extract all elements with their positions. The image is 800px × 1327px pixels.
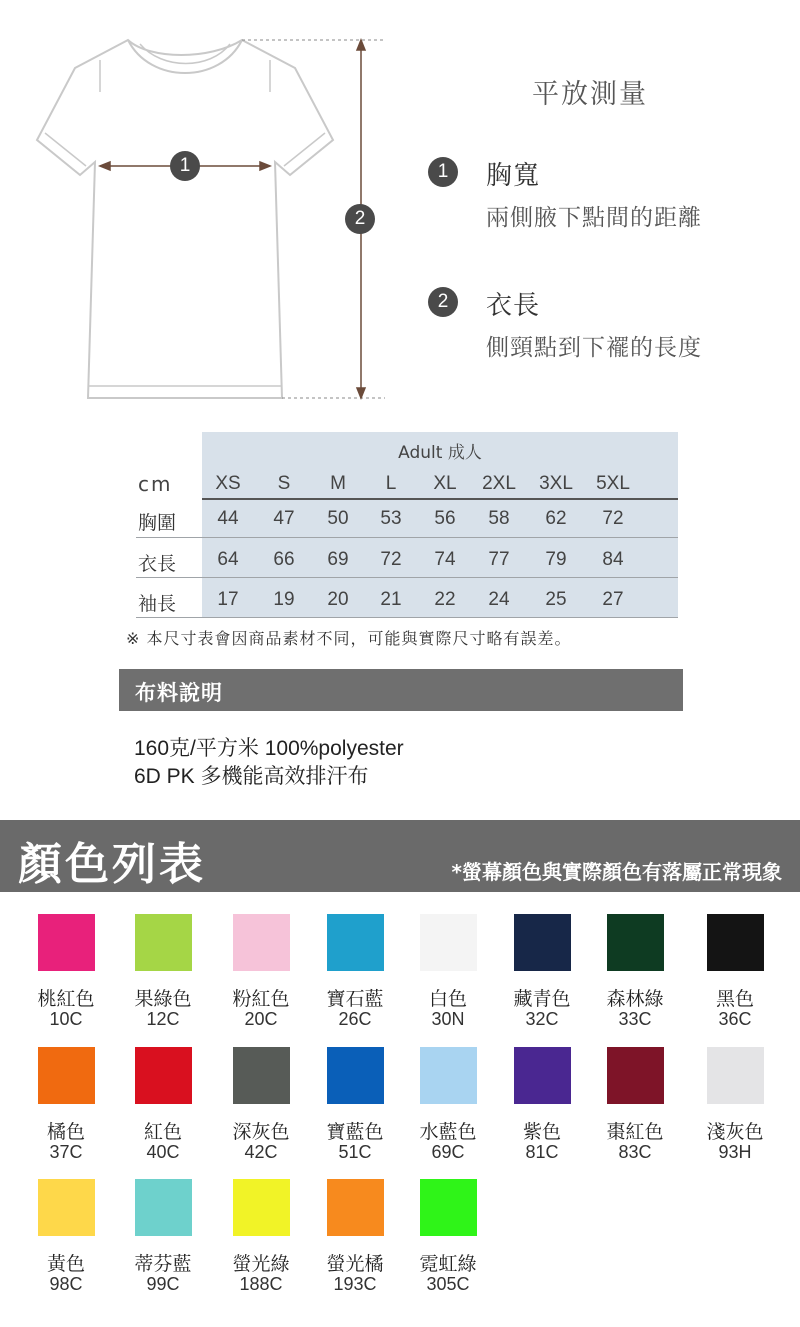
- color-name: 霓虹綠: [419, 1253, 477, 1275]
- color-swatch: [38, 914, 95, 971]
- color-code: 40C: [146, 1142, 180, 1162]
- size-value-cell: 72: [380, 549, 402, 570]
- size-value-cell: 72: [602, 508, 624, 529]
- header-divider: [202, 498, 678, 500]
- size-value-cell: 27: [602, 589, 624, 610]
- color-name: 水藍色: [419, 1121, 477, 1143]
- fabric-title: 布料說明: [135, 681, 223, 705]
- color-name: 桃紅色: [37, 988, 95, 1010]
- size-value-cell: 22: [434, 589, 456, 610]
- color-name: 棗紅色: [606, 1121, 664, 1143]
- color-swatch: [233, 914, 290, 971]
- size-header-cell: 5XL: [596, 473, 630, 494]
- color-swatch: [514, 1047, 571, 1104]
- size-table: [116, 432, 678, 618]
- color-name: 果綠色: [134, 988, 192, 1010]
- size-unit: cm: [138, 472, 173, 496]
- color-list-note: *螢幕顏色與實際顏色有落屬正常現象: [451, 860, 782, 884]
- tshirt-outline: [37, 40, 333, 398]
- color-code: 81C: [525, 1142, 559, 1162]
- color-swatch: [707, 1047, 764, 1104]
- color-name: 紅色: [143, 1121, 182, 1143]
- tshirt-collar: [128, 40, 242, 73]
- size-value-cell: 77: [488, 549, 510, 570]
- size-header-cell: M: [330, 473, 346, 494]
- measure-title-length: 衣長: [486, 291, 541, 321]
- color-swatch: [420, 1047, 477, 1104]
- fabric-line-1: 160克/平方米 100%polyester: [134, 737, 404, 760]
- color-swatch: [233, 1047, 290, 1104]
- color-code: 37C: [49, 1142, 83, 1162]
- color-code: 51C: [338, 1142, 372, 1162]
- color-swatch: [135, 914, 192, 971]
- color-swatch: [607, 914, 664, 971]
- color-name: 蒂芬藍: [134, 1253, 192, 1275]
- size-value-cell: 19: [273, 589, 295, 610]
- size-value-cell: 64: [217, 549, 239, 570]
- color-code: 99C: [146, 1274, 180, 1294]
- color-name: 藏青色: [513, 988, 571, 1010]
- color-name: 寶石藍: [326, 988, 384, 1010]
- color-name: 橘色: [46, 1121, 85, 1143]
- size-value-cell: 69: [327, 549, 349, 570]
- color-name: 黑色: [715, 988, 754, 1010]
- measure-desc-chest: 兩側腋下點間的距離: [486, 205, 702, 231]
- size-header-cell: 3XL: [539, 473, 573, 494]
- size-row-label: 袖長: [138, 593, 177, 615]
- measure-badge-1: 1: [428, 157, 458, 187]
- size-value-cell: 66: [273, 549, 295, 570]
- color-code: 305C: [426, 1274, 470, 1294]
- diagram-badge-chest: 1: [170, 151, 200, 181]
- color-swatch: [607, 1047, 664, 1104]
- color-name: 黃色: [46, 1253, 85, 1275]
- color-swatch: [420, 1179, 477, 1236]
- color-name: 粉紅色: [232, 988, 290, 1010]
- color-list-title: 顏色列表: [18, 839, 206, 890]
- color-code: 188C: [239, 1274, 283, 1294]
- color-swatch: [514, 914, 571, 971]
- size-header-cell: S: [277, 473, 291, 494]
- color-code: 30N: [431, 1009, 465, 1029]
- color-code: 26C: [338, 1009, 372, 1029]
- color-swatch: [38, 1047, 95, 1104]
- fabric-line-2: 6D PK 多機能高效排汗布: [134, 765, 369, 788]
- row-divider: [136, 577, 678, 578]
- color-name: 森林綠: [606, 988, 664, 1010]
- color-swatch: [707, 914, 764, 971]
- size-value-cell: 47: [273, 508, 295, 529]
- size-header-cell: 2XL: [482, 473, 516, 494]
- size-value-cell: 62: [545, 508, 567, 529]
- size-header-cell: L: [385, 473, 397, 494]
- color-name: 紫色: [522, 1121, 561, 1143]
- fabric-header: [119, 669, 683, 711]
- color-code: 83C: [618, 1142, 652, 1162]
- color-swatch: [327, 1047, 384, 1104]
- size-header-cell: XS: [215, 473, 241, 494]
- row-divider: [136, 537, 678, 538]
- size-row-label: 胸圍: [138, 512, 177, 534]
- size-value-cell: 17: [217, 589, 239, 610]
- color-name: 深灰色: [232, 1121, 290, 1143]
- size-value-cell: 58: [488, 508, 510, 529]
- size-note: ※ 本尺寸表會因商品素材不同，可能與實際尺寸略有誤差。: [126, 629, 572, 648]
- color-code: 193C: [333, 1274, 377, 1294]
- diagram-badge-length: 2: [345, 204, 375, 234]
- color-code: 20C: [244, 1009, 278, 1029]
- color-swatch: [233, 1179, 290, 1236]
- color-swatch: [327, 914, 384, 971]
- size-group-label: Adult 成人: [398, 443, 482, 463]
- color-swatch: [327, 1179, 384, 1236]
- size-value-cell: 74: [434, 549, 456, 570]
- size-value-cell: 50: [327, 508, 349, 529]
- size-value-cell: 25: [545, 589, 567, 610]
- color-list-header: [0, 820, 800, 892]
- measure-badge-2: 2: [428, 287, 458, 317]
- color-code: 69C: [431, 1142, 465, 1162]
- size-row-label: 衣長: [138, 553, 177, 575]
- size-value-cell: 44: [217, 508, 239, 529]
- color-code: 12C: [146, 1009, 180, 1029]
- size-value-cell: 56: [434, 508, 456, 529]
- color-swatch: [135, 1179, 192, 1236]
- color-swatch: [420, 914, 477, 971]
- color-swatch: [135, 1047, 192, 1104]
- tshirt-diagram: [0, 0, 400, 410]
- flat-measure-title: 平放測量: [532, 79, 648, 110]
- size-header-cell: XL: [433, 473, 457, 494]
- color-code: 32C: [525, 1009, 559, 1029]
- measure-desc-length: 側頸點到下襬的長度: [486, 335, 702, 361]
- color-name: 螢光綠: [232, 1253, 290, 1275]
- color-code: 33C: [618, 1009, 652, 1029]
- color-code: 93H: [718, 1142, 752, 1162]
- color-code: 10C: [49, 1009, 83, 1029]
- size-value-cell: 53: [380, 508, 402, 529]
- color-swatch: [38, 1179, 95, 1236]
- color-code: 98C: [49, 1274, 83, 1294]
- size-value-cell: 20: [327, 589, 349, 610]
- size-value-cell: 84: [602, 549, 624, 570]
- size-value-cell: 24: [488, 589, 510, 610]
- color-code: 36C: [718, 1009, 752, 1029]
- color-name: 淺灰色: [706, 1121, 764, 1143]
- size-value-cell: 21: [380, 589, 402, 610]
- measure-title-chest: 胸寬: [486, 161, 541, 191]
- size-value-cell: 79: [545, 549, 567, 570]
- color-name: 白色: [428, 988, 467, 1010]
- row-divider: [136, 617, 678, 618]
- color-name: 螢光橘: [326, 1253, 384, 1275]
- color-name: 寶藍色: [326, 1121, 384, 1143]
- color-code: 42C: [244, 1142, 278, 1162]
